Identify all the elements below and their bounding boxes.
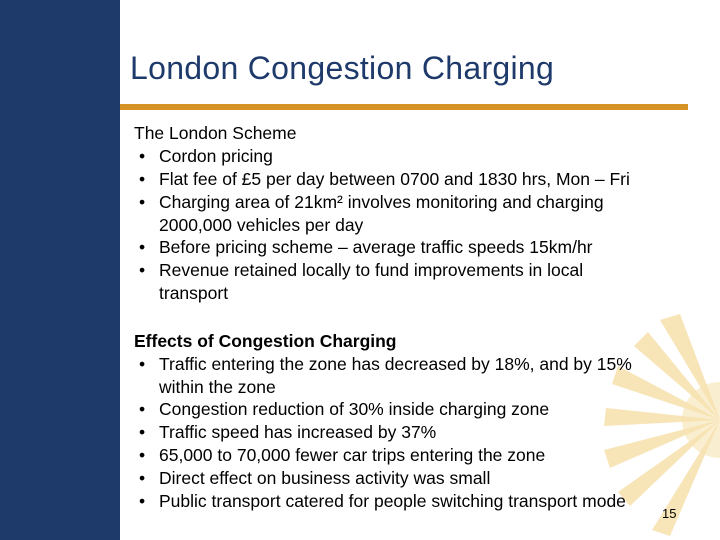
list-item-text: 65,000 to 70,000 fewer car trips entering the zone	[159, 445, 546, 465]
list-item	[134, 421, 632, 444]
effects-bullet-list	[134, 353, 632, 513]
list-item-text-continued: within the zone	[159, 377, 276, 397]
scheme-bullet-list	[134, 145, 630, 304]
list-item-text: Charging area of 21km² involves monitoring and charging	[159, 192, 604, 212]
list-item	[134, 168, 630, 191]
page-number: 15	[662, 506, 677, 521]
list-item-text: Before pricing scheme – average traffic speeds 15km/hr	[159, 237, 593, 257]
bullet-icon: •	[139, 192, 146, 212]
list-item	[134, 467, 632, 490]
bullet-icon: •	[139, 169, 146, 189]
list-item-text: Revenue retained locally to fund improvements in local	[159, 260, 584, 280]
list-item	[134, 353, 632, 398]
list-item	[134, 398, 632, 421]
list-item	[134, 490, 632, 513]
list-item	[134, 145, 630, 168]
list-item	[134, 236, 630, 259]
left-sidebar-bar	[0, 0, 120, 540]
list-item-text: Public transport catered for people switching transport mode	[159, 491, 626, 511]
bullet-icon: •	[139, 445, 146, 465]
bullet-icon: •	[139, 468, 146, 488]
list-item-text: Congestion reduction of 30% inside charging zone	[159, 399, 550, 419]
list-item-text: Traffic speed has increased by 37%	[159, 422, 437, 442]
slide-title: London Congestion Charging	[130, 50, 555, 86]
bullet-icon: •	[139, 491, 146, 511]
list-item	[134, 444, 632, 467]
bullet-icon: •	[139, 354, 146, 374]
list-item-text: Flat fee of £5 per day between 0700 and 1830 hrs, Mon – Fri	[159, 169, 630, 189]
list-item	[134, 259, 630, 304]
list-item-text: Direct effect on business activity was small	[159, 468, 491, 488]
bullet-icon: •	[139, 422, 146, 442]
title-divider	[120, 0, 122, 105]
scheme-heading: The London Scheme	[134, 123, 297, 143]
bullet-icon: •	[139, 146, 146, 166]
list-item-text-continued: transport	[159, 283, 229, 303]
bullet-icon: •	[139, 399, 146, 419]
bullet-icon: •	[139, 260, 146, 280]
list-item-text: Traffic entering the zone has decreased by 18%, and by 15%	[159, 354, 632, 374]
list-item-text-continued: 2000,000 vehicles per day	[159, 215, 364, 235]
effects-section	[134, 329, 632, 513]
bullet-icon: •	[139, 237, 146, 257]
list-item-text: Cordon pricing	[159, 146, 273, 166]
list-item	[134, 191, 630, 236]
effects-heading: Effects of Congestion Charging	[134, 331, 397, 351]
scheme-section	[134, 121, 630, 304]
